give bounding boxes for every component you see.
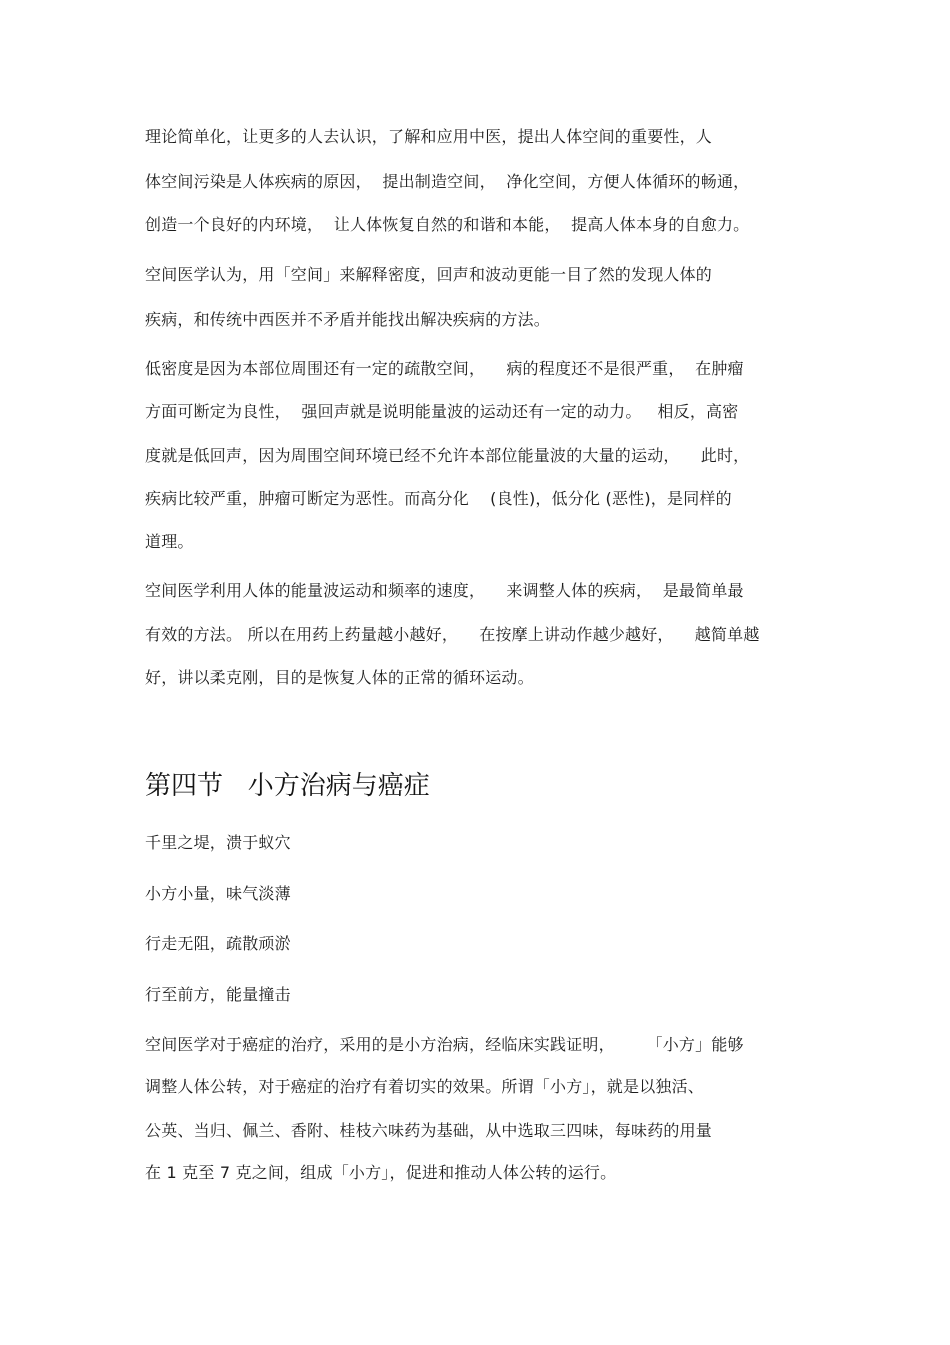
text-line: 空间医学认为，用「空间」来解释密度，回声和波动更能一目了然的发现人体的: [145, 265, 713, 284]
verse-line: 千里之堤，溃于蚁穴: [145, 833, 291, 852]
text-line: 公英、当归、佩兰、香附、桂枝六味药为基础，从中选取三四味，每味药的用量: [145, 1121, 713, 1140]
text-line: 低密度是因为本部位周围还有一定的疏散空间， 病的程度还不是很严重， 在肿瘤: [145, 359, 744, 378]
text-line: 理论简单化，让更多的人去认识，了解和应用中医，提出人体空间的重要性，人: [145, 127, 713, 146]
text-line: 方面可断定为良性， 强回声就是说明能量波的运动还有一定的动力。 相反，高密: [145, 402, 739, 421]
verse-line: 小方小量，味气淡薄: [145, 884, 291, 903]
text-line: 疾病比较严重，肿瘤可断定为恶性。而高分化 (良性)，低分化 (恶性)，是同样的: [145, 489, 732, 508]
text-line: 度就是低回声，因为周围空间环境已经不允许本部位能量波的大量的运动， 此时，: [145, 446, 750, 465]
text-line: 空间医学利用人体的能量波运动和频率的速度， 来调整人体的疾病， 是最简单最: [145, 581, 744, 600]
text-line: 道理。: [145, 532, 194, 551]
text-line: 在 1 克至 7 克之间，组成「小方」，促进和推动人体公转的运行。: [145, 1163, 617, 1182]
text-line: 空间医学对于癌症的治疗，采用的是小方治病，经临床实践证明， 「小方」能够: [145, 1035, 744, 1054]
text-line: 好，讲以柔克刚，目的是恢复人体的正常的循环运动。: [145, 668, 534, 687]
text-line: 创造一个良好的内环境， 让人体恢复自然的和谐和本能， 提高人体本身的自愈力。: [145, 215, 750, 234]
text-line: 疾病，和传统中西医并不矛盾并能找出解决疾病的方法。: [145, 310, 551, 329]
verse-line: 行走无阻，疏散顽淤: [145, 934, 291, 953]
text-line: 有效的方法。 所以在用药上药量越小越好， 在按摩上讲动作越少越好， 越简单越: [145, 625, 760, 644]
verse-line: 行至前方，能量撞击: [145, 985, 291, 1004]
text-line: 体空间污染是人体疾病的原因， 提出制造空间， 净化空间，方便人体循环的畅通，: [145, 172, 750, 191]
section-heading: 第四节 小方治病与癌症: [145, 771, 430, 801]
text-line: 调整人体公转，对于癌症的治疗有着切实的效果。所谓「小方」，就是以独活、: [145, 1077, 705, 1096]
